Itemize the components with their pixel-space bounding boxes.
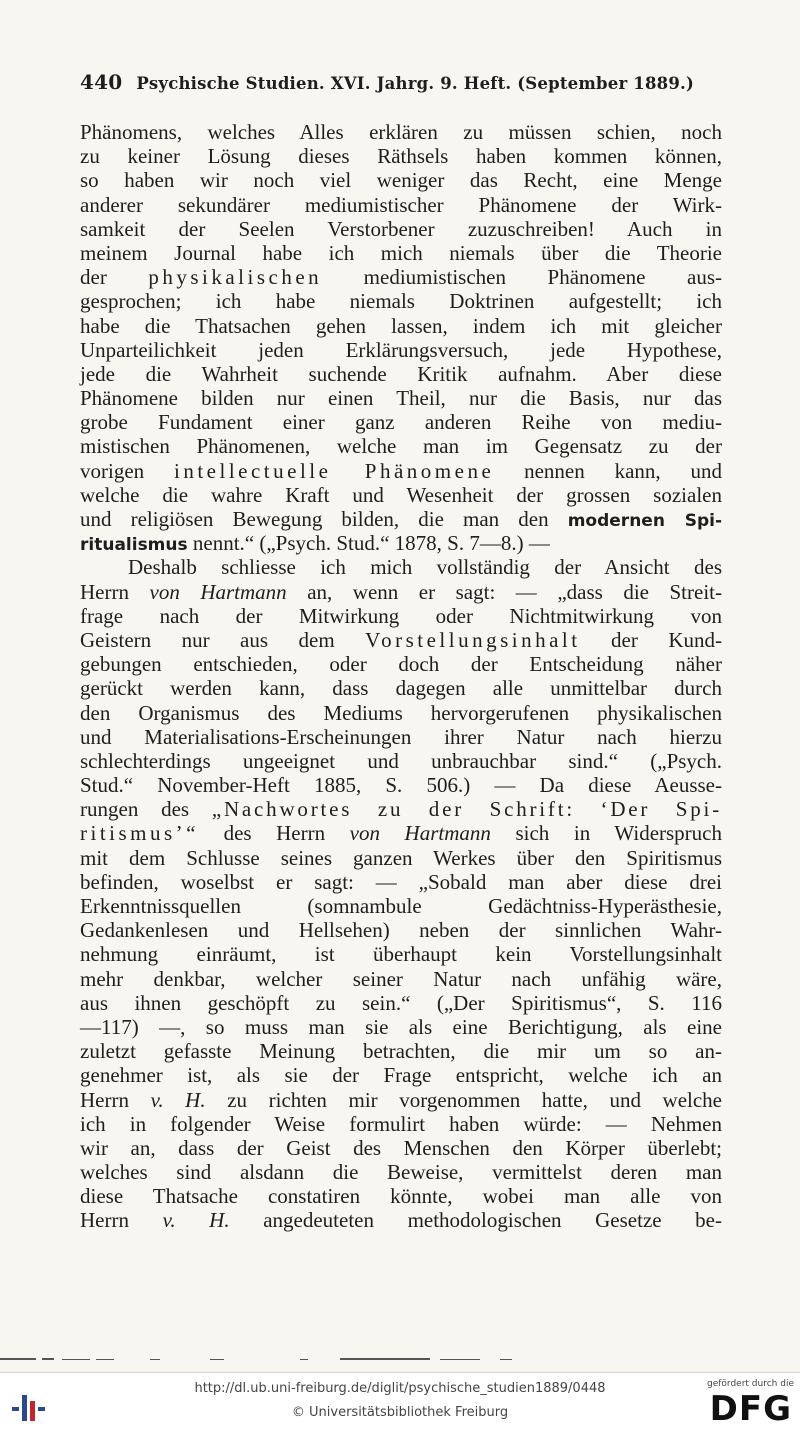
scan-noise-dots xyxy=(0,1352,800,1364)
copyright-notice: © Universitätsbibliothek Freiburg xyxy=(291,1405,509,1420)
text-line: schlechterdings ungeeignet und unbrauchbar sind.“ („Psych. xyxy=(80,748,722,773)
text-line: Phänomens, welches Alles erklären zu müssen schien, noch xyxy=(80,120,722,144)
footer-bar xyxy=(0,1372,800,1435)
text-line: und Materialisations-Erscheinungen ihrer Natur nach hierzu xyxy=(80,724,722,749)
text-line: Erkenntnissquellen (somnambule Gedächtniss-Hyperästhesie, xyxy=(80,894,722,918)
text-line: gesprochen; ich habe niemals Doktrinen aufgestellt; ich xyxy=(80,289,722,314)
running-header xyxy=(80,70,712,98)
body-text xyxy=(80,120,722,1233)
library-logo-icon xyxy=(10,1385,46,1425)
sponsor-note: gefördert durch die xyxy=(707,1379,794,1389)
text-line: der physikalischen mediumistischen Phänomene aus- xyxy=(80,265,722,290)
text-line: Unparteilichkeit jeden Erklärungsversuch, jede Hypothese, xyxy=(80,337,722,362)
text-line: jede die Wahrheit suchende Kritik aufnahm. Aber diese xyxy=(80,361,722,386)
spaced-emphasis: ritismus’“ xyxy=(80,821,199,846)
text-line: ritismus’“ des Herrn von Hartmann sich in Widerspruch xyxy=(80,821,722,846)
text-line: —117) —, so muss man sie als eine Berichtigung, als eine xyxy=(80,1014,722,1039)
text-line: befinden, woselbst er sagt: — „Sobald man aber diese drei xyxy=(80,869,722,894)
text-line: mistischen Phänomenen, welche man im Gegensatz zu der xyxy=(80,434,722,459)
text-line: ritualismus nennt.“ („Psych. Stud.“ 1878, S. 7—8.) — xyxy=(80,531,550,556)
text-line: zuletzt gefasste Meinung betrachten, die mir um so an- xyxy=(80,1039,722,1064)
text-line: diese Thatsache constatiren könnte, wobei man alle von xyxy=(80,1184,722,1209)
text-line: so haben wir noch viel weniger das Recht, eine Menge xyxy=(80,168,722,193)
text-line: mit dem Schlusse seines ganzen Werkes über den Spiritismus xyxy=(80,845,722,870)
text-line: und religiösen Bewegung bilden, die man den modernen Spi- xyxy=(80,507,722,531)
text-line: Deshalb schliesse ich mich vollständig der Ansicht des xyxy=(128,555,722,580)
bold-emphasis: modernen Spi- xyxy=(567,511,722,531)
text-line: welches sind alsdann die Beweise, vermittelst deren man xyxy=(80,1160,722,1185)
text-line: frage nach der Mitwirkung oder Nichtmitwirkung von xyxy=(80,603,722,628)
italic-name: v. H. xyxy=(150,1087,206,1112)
text-line: anderer sekundärer mediumistischer Phänomene der Wirk- xyxy=(80,192,722,217)
text-line: Gedankenlesen und Hellsehen) neben der sinnlichen Wahr- xyxy=(80,918,722,943)
text-line: ich in folgender Weise formulirt haben würde: — Nehmen xyxy=(80,1111,722,1136)
italic-name: von Hartmann xyxy=(349,821,491,846)
text-line: rungen des „Nachwortes zu der Schrift: ‘Der Spi- xyxy=(80,797,722,822)
text-line: habe die Thatsachen gehen lassen, indem ich mit gleicher xyxy=(80,313,722,338)
spaced-emphasis: physikalischen xyxy=(148,265,323,290)
text-line: gerückt werden kann, dass dagegen alle unmittelbar durch xyxy=(80,676,722,701)
text-line: vorigen intellectuelle Phänomene nennen kann, und xyxy=(80,458,722,483)
text-line: wir an, dass der Geist des Menschen den Körper überlebt; xyxy=(80,1135,722,1160)
text-line: welche die wahre Kraft und Wesenheit der grossen sozialen xyxy=(80,482,722,507)
text-line: Herrn v. H. angedeuteten methodologischen Gesetze be- xyxy=(80,1208,722,1233)
text-line: zu keiner Lösung dieses Räthsels haben kommen können, xyxy=(80,144,722,169)
text-line: samkeit der Seelen Verstorbener zuzuschreiben! Auch in xyxy=(80,216,722,241)
dfg-logo: DFG xyxy=(709,1389,792,1429)
text-line: gebungen entschieden, oder doch der Entscheidung näher xyxy=(80,652,722,677)
source-url[interactable]: http://dl.ub.uni-freiburg.de/diglit/psychische_studien1889/0448 xyxy=(194,1381,606,1396)
text-line: genehmer ist, als sie der Frage entspricht, welche ich an xyxy=(80,1063,722,1088)
text-line: nehmung einräumt, ist überhaupt kein Vorstellungsinhalt xyxy=(80,942,722,967)
text-line: Herrn v. H. zu richten mir vorgenommen hatte, und welche xyxy=(80,1087,722,1112)
bold-emphasis: ritualismus xyxy=(80,535,188,556)
text-line: aus ihnen geschöpft zu sein.“ („Der Spiritismus“, S. 116 xyxy=(80,990,722,1015)
italic-name: v. H. xyxy=(162,1208,230,1233)
text-line: meinem Journal habe ich mich niemals über die Theorie xyxy=(80,240,722,265)
text-line: grobe Fundament einer ganz anderen Reihe von mediu- xyxy=(80,410,722,435)
text-line: Geistern nur aus dem Vorstellungsinhalt der Kund- xyxy=(80,627,722,652)
spaced-emphasis: intellectuelle Phänomene xyxy=(174,458,495,483)
page-number: 440 xyxy=(80,70,123,94)
text-line: Herrn von Hartmann an, wenn er sagt: — „dass die Streit- xyxy=(80,579,722,604)
text-line: mehr denkbar, welcher seiner Natur nach unfähig wäre, xyxy=(80,966,722,991)
spaced-emphasis: Vorstellungsinhalt xyxy=(365,627,581,652)
spaced-emphasis: „Nachwortes zu der Schrift: ‘Der Spi- xyxy=(211,797,722,822)
text-line: Stud.“ November-Heft 1885, S. 506.) — Da diese Aeusse- xyxy=(80,773,722,798)
running-title: Psychische Studien. XVI. Jahrg. 9. Heft. (September 1889.) xyxy=(136,74,694,93)
text-line: Phänomene bilden nur einen Theil, nur die Basis, nur das xyxy=(80,386,722,411)
text-line: den Organismus des Mediums hervorgerufenen physikalischen xyxy=(80,700,722,725)
italic-name: von Hartmann xyxy=(149,579,287,604)
